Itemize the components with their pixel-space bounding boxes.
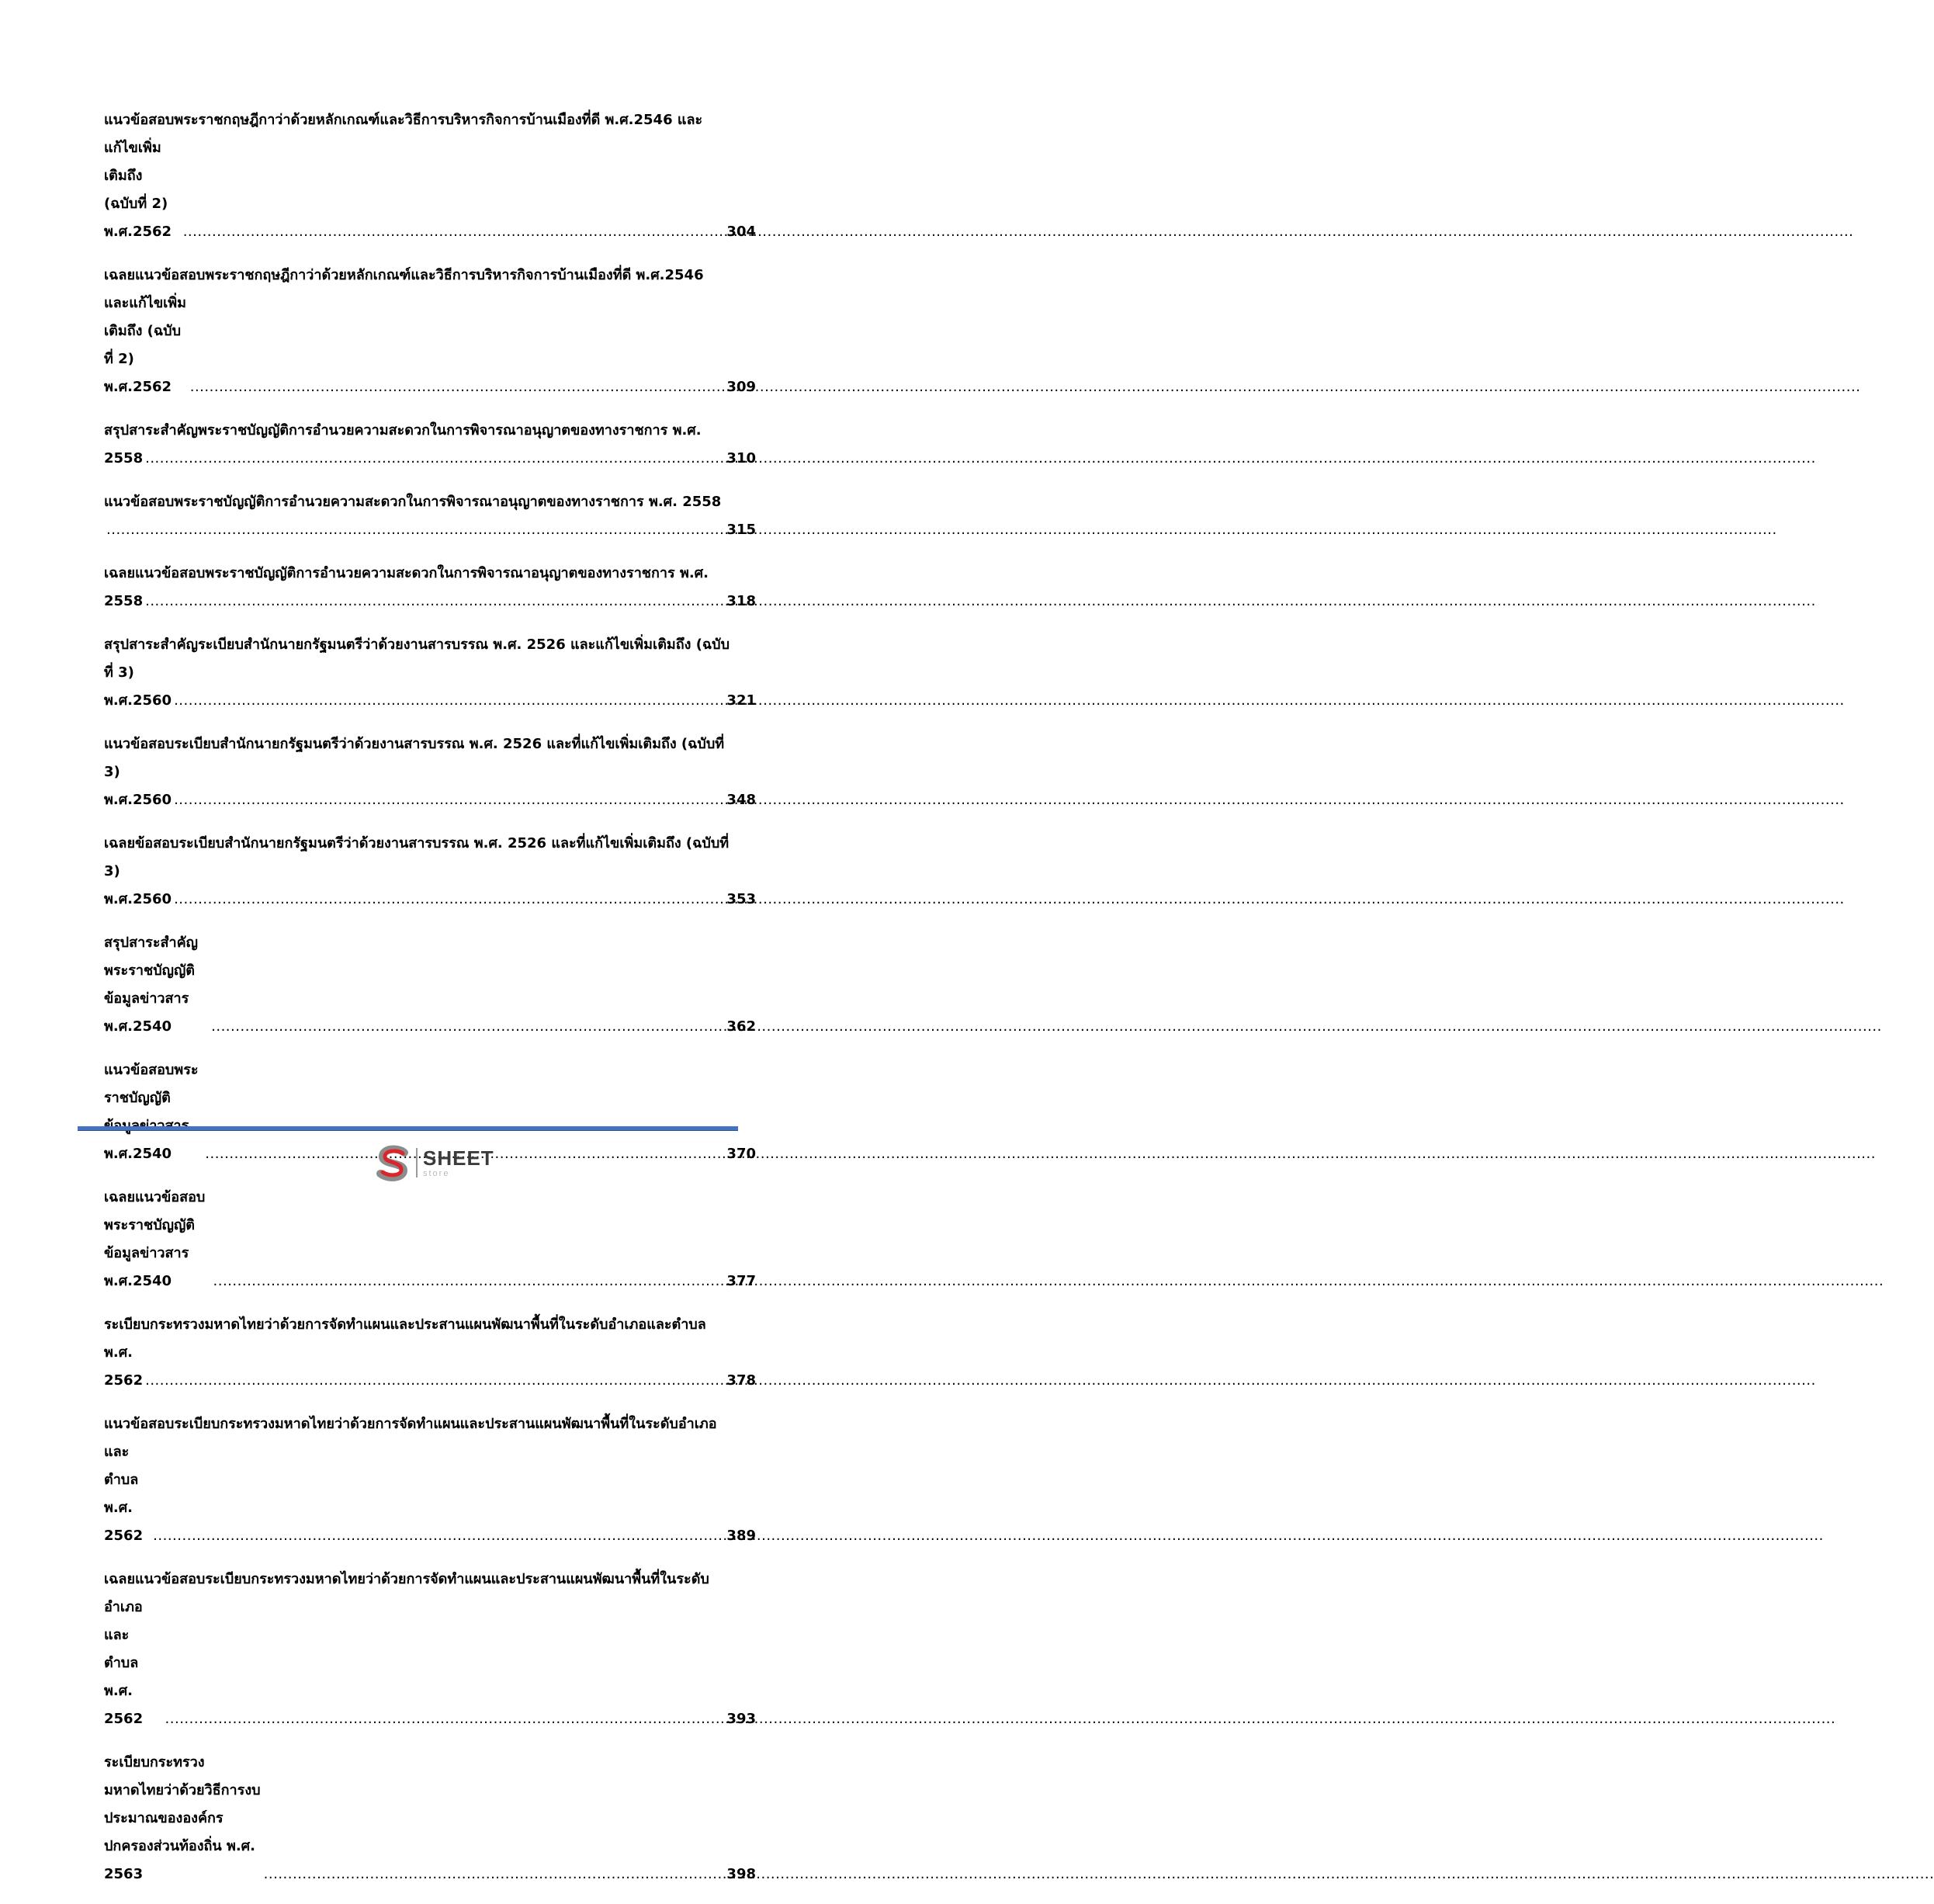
toc-dot-leader: [163, 1705, 724, 1733]
toc-entry: [104, 929, 756, 1041]
toc-entry: [104, 1184, 756, 1295]
toc-page-number: 353: [726, 891, 756, 907]
toc-page-number: 370: [726, 1146, 756, 1162]
toc-entry-last-line: [104, 588, 756, 616]
toc-entry-line: [104, 488, 756, 516]
toc-entry: [104, 106, 756, 246]
toc-entry-title: แนวข้อสอบพระราชกฤษฎีกาว่าด้วยหลักเกณฑ์และวิธีการบริหารกิจการบ้านเมืองที่ดี พ.ศ.2546 และ: [104, 112, 703, 128]
toc-entry-title: เฉลยแนวข้อสอบพระราชบัญญัติการอำนวยความสะดวกในการพิจารณาอนุญาตของทางราชการ พ.ศ.: [104, 565, 709, 581]
toc-entry: [104, 1566, 756, 1733]
toc-entry-title: และตำบล พ.ศ. 2562: [104, 1444, 144, 1544]
toc-entry-title: เฉลยแนวข้อสอบระเบียบกระทรวงมหาดไทยว่าด้วยการจัดทำแผนและประสานแผนพัฒนาพื้นที่ในระดับ: [104, 1571, 709, 1587]
toc-entry: [104, 1311, 756, 1395]
logo-separator: [416, 1148, 418, 1177]
toc-entry-title: แนวข้อสอบระเบียบกระทรวงมหาดไทยว่าด้วยการจัดทำแผนและประสานแผนพัฒนาพื้นที่ในระดับอำเภอ: [104, 1416, 717, 1432]
toc-page-number: 304: [726, 224, 756, 240]
logo-sub-text: store: [423, 1168, 450, 1178]
toc-entry-title: 2558: [104, 593, 144, 609]
toc-dot-leader: [104, 516, 723, 544]
toc-entry-title: สรุปสาระสำคัญพระราชบัญญัติข้อมูลข่าวสาร พ.ศ.2540: [104, 935, 198, 1035]
logo-wordmark: [423, 1148, 494, 1178]
toc-entry-line: [104, 730, 756, 758]
toc-entry-title: และแก้ไขเพิ่มเติมถึง (ฉบับที่ 2) พ.ศ.2562: [104, 295, 187, 395]
toc-entry: [104, 560, 756, 616]
toc-dot-leader: [262, 1861, 724, 1888]
toc-dot-leader: [172, 786, 723, 814]
table-of-contents: [104, 106, 756, 1904]
toc-entry-title: 2558: [104, 450, 144, 466]
toc-entry-title: แก้ไขเพิ่มเติมถึง (ฉบับที่ 2) พ.ศ.2562: [104, 140, 172, 240]
toc-entry-last-line: [104, 516, 756, 544]
toc-entry: [104, 262, 756, 401]
toc-entry: [104, 417, 756, 473]
toc-entry-title: เฉลยแนวข้อสอบพระราชบัญญัติข้อมูลข่าวสาร พ.ศ.2540: [104, 1189, 206, 1289]
toc-entry-last-line: [104, 1594, 756, 1733]
toc-entry-title: เฉลยแนวข้อสอบพระราชกฤษฎีกาว่าด้วยหลักเกณฑ์และวิธีการบริหารกิจการบ้านเมืองที่ดี พ.ศ.2546: [104, 267, 704, 283]
toc-entry-last-line: [104, 1184, 756, 1295]
toc-entry-last-line: [104, 758, 756, 814]
toc-entry-title: แนวข้อสอบพระราชบัญญัติการอำนวยความสะดวกในการพิจารณาอนุญาตของทางราชการ พ.ศ. 2558: [104, 494, 722, 510]
toc-dot-leader: [211, 1268, 724, 1295]
toc-entry-last-line: [104, 1749, 756, 1888]
toc-entry: [104, 1749, 756, 1888]
toc-page-number: 318: [726, 593, 756, 609]
toc-entry-line: [104, 560, 756, 588]
toc-entry-last-line: [104, 134, 756, 246]
toc-page-number: 315: [726, 522, 756, 538]
toc-dot-leader: [143, 445, 723, 473]
toc-entry-line: [104, 830, 756, 858]
toc-entry: [104, 830, 756, 914]
toc-dot-leader: [181, 218, 724, 246]
sheet-store-s-icon: [374, 1143, 413, 1182]
toc-page-number: 310: [726, 450, 756, 466]
toc-dot-leader: [143, 1367, 723, 1395]
document-page: [0, 0, 963, 1882]
toc-page-number: 362: [726, 1018, 756, 1035]
toc-entry-line: [104, 262, 756, 290]
toc-dot-leader: [172, 687, 723, 715]
logo-brand-text: SHEET: [423, 1146, 494, 1170]
toc-page-number: 389: [726, 1528, 756, 1544]
toc-entry-last-line: [104, 445, 756, 473]
toc-dot-leader: [143, 588, 723, 616]
toc-entry-last-line: [104, 1339, 756, 1395]
toc-page-number: 321: [726, 692, 756, 709]
footer-rule: [78, 1126, 738, 1130]
toc-entry-line: [104, 1566, 756, 1594]
toc-entry-last-line: [104, 858, 756, 914]
toc-dot-leader: [188, 373, 724, 401]
toc-entry-line: [104, 417, 756, 445]
toc-dot-leader: [209, 1013, 723, 1041]
toc-entry: [104, 488, 756, 544]
toc-entry-title: 3) พ.ศ.2560: [104, 764, 172, 808]
toc-entry-title: แนวข้อสอบพระราชบัญญัติ พ.ศ.2540: [104, 1062, 199, 1162]
toc-dot-leader: [151, 1522, 723, 1550]
toc-entry-line: [104, 631, 756, 659]
toc-page-number: 398: [726, 1866, 756, 1882]
toc-entry-title: 3) พ.ศ.2560: [104, 863, 172, 907]
toc-entry-title: ที่ 3) พ.ศ.2560: [104, 664, 172, 709]
toc-entry-title: เฉลยข้อสอบระเบียบสำนักนายกรัฐมนตรีว่าด้วยงานสารบรรณ พ.ศ. 2526 และที่แก้ไขเพิ่มเติมถึง (ฉบับที่: [104, 835, 730, 851]
toc-entry-line: [104, 106, 756, 134]
toc-entry-title: สรุปสาระสำคัญระเบียบสำนักนายกรัฐมนตรีว่าด้วยงานสารบรรณ พ.ศ. 2526 และแก้ไขเพิ่มเติมถึง (ฉบับ: [104, 636, 730, 653]
toc-page-number: 309: [726, 379, 756, 395]
toc-page-number: 393: [726, 1711, 756, 1727]
toc-entry: [104, 631, 756, 715]
toc-entry-title: พ.ศ. 2562: [104, 1344, 144, 1389]
toc-entry-last-line: [104, 659, 756, 715]
toc-page-number: 348: [726, 792, 756, 808]
toc-entry-title: แนวข้อสอบระเบียบสำนักนายกรัฐมนตรีว่าด้วยงานสารบรรณ พ.ศ. 2526 และที่แก้ไขเพิ่มเติมถึง (ฉบับที่: [104, 736, 725, 752]
toc-entry-line: [104, 1311, 756, 1339]
toc-page-number: 377: [726, 1273, 756, 1289]
toc-entry-last-line: [104, 929, 756, 1041]
toc-page-number: 378: [726, 1372, 756, 1389]
toc-entry-title: ระเบียบกระทรวงมหาดไทยว่าด้วยการจัดทำแผนและประสานแผนพัฒนาพื้นที่ในระดับอำเภอและตำบล: [104, 1316, 706, 1333]
toc-entry-title: อำเภอและตำบล พ.ศ. 2562: [104, 1599, 144, 1727]
toc-entry-last-line: [104, 1438, 756, 1550]
toc-entry: [104, 730, 756, 814]
toc-entry-title: ระเบียบกระทรวงมหาดไทยว่าด้วยวิธีการงบประมาณขององค์กรปกครองส่วนท้องถิ่น พ.ศ. 2563: [104, 1754, 261, 1882]
toc-entry-title: สรุปสาระสำคัญพระราชบัญญัติการอำนวยความสะดวกในการพิจารณาอนุญาตของทางราชการ พ.ศ.: [104, 422, 702, 439]
toc-entry: [104, 1410, 756, 1550]
toc-dot-leader: [172, 886, 723, 914]
toc-entry-last-line: [104, 290, 756, 401]
toc-entry-line: [104, 1410, 756, 1438]
sheet-store-logo: [374, 1143, 494, 1182]
